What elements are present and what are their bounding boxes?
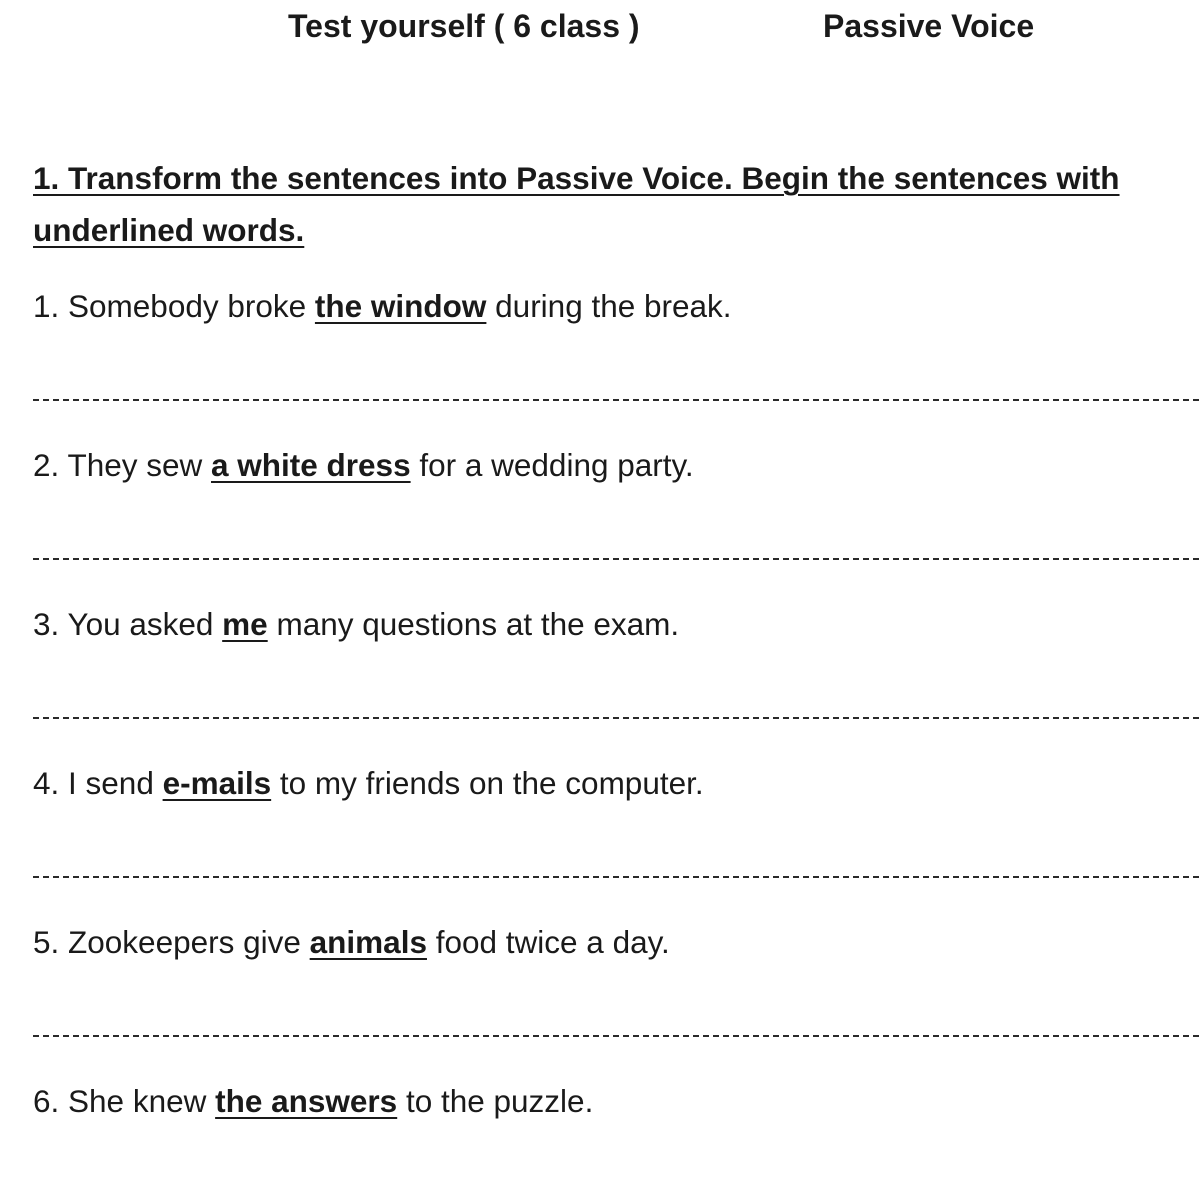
exercise-item-4 — [33, 763, 704, 803]
exercise-item-2 — [33, 445, 694, 485]
topic-title: Passive Voice — [823, 8, 1035, 44]
exercise-item-3 — [33, 604, 679, 644]
item-text: to the puzzle. — [397, 1083, 594, 1119]
item-text: 6. She knew — [33, 1083, 216, 1119]
answer-line-3[interactable] — [33, 717, 1199, 719]
answer-line-5[interactable] — [33, 1035, 1199, 1037]
answer-line-2[interactable] — [33, 558, 1199, 560]
item-text: 3. You asked — [33, 606, 223, 642]
item-text: during the break. — [486, 288, 732, 324]
answer-line-4[interactable] — [33, 876, 1199, 878]
exercise-item-1 — [33, 286, 732, 326]
exercise-instruction: 1. Transform the sentences into Passive Voice. Begin the sentences with underlined words. — [33, 160, 1120, 248]
item-key-phrase: the window — [314, 288, 487, 324]
item-key-phrase: a white dress — [211, 447, 411, 483]
item-text: many questions at the exam. — [267, 606, 680, 642]
item-text: 2. They sew — [33, 447, 212, 483]
item-text: 4. I send — [33, 765, 163, 801]
item-text: 1. Somebody broke — [33, 288, 315, 324]
item-text: for a wedding party. — [410, 447, 694, 483]
item-text: 5. Zookeepers give — [33, 924, 310, 960]
item-key-phrase: animals — [309, 924, 427, 960]
item-key-phrase: me — [222, 606, 268, 642]
item-text: to my friends on the computer. — [271, 765, 704, 801]
item-text: food twice a day. — [426, 924, 670, 960]
exercise-item-6 — [33, 1081, 593, 1121]
worksheet-title: Test yourself ( 6 class ) — [288, 8, 640, 44]
item-key-phrase: e-mails — [162, 765, 272, 801]
answer-line-1[interactable] — [33, 399, 1199, 401]
exercise-item-5 — [33, 922, 670, 962]
item-key-phrase: the answers — [215, 1083, 398, 1119]
